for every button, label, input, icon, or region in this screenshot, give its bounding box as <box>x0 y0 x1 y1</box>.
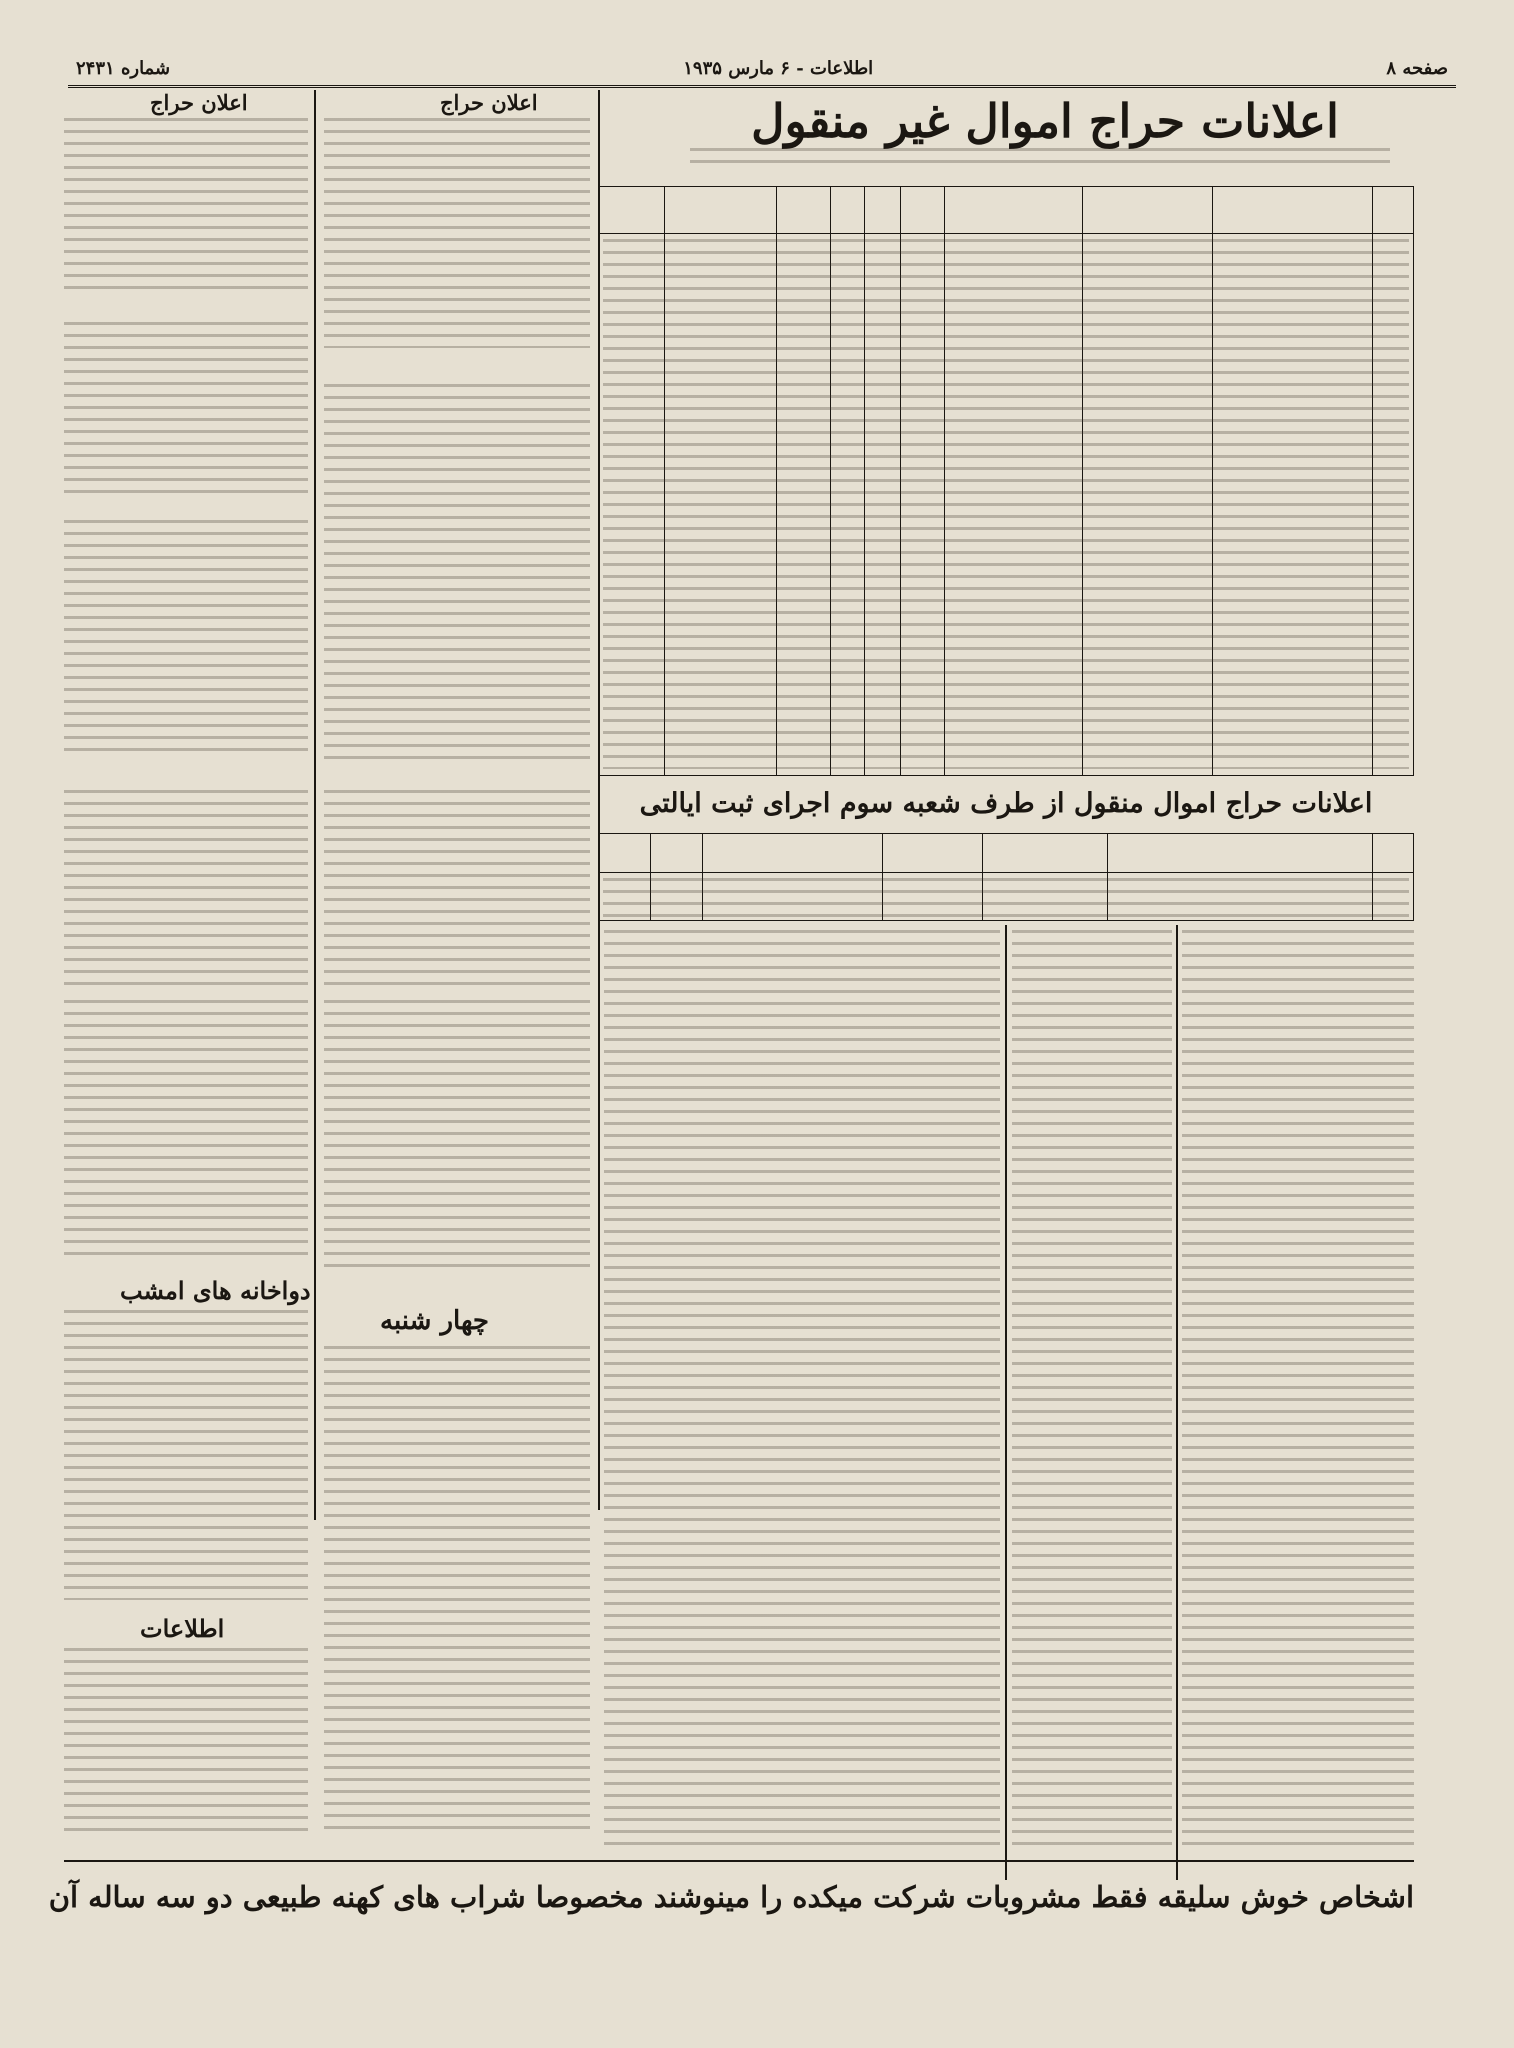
notice-title-a: اعلان حراج <box>440 90 538 115</box>
masthead-date: اطلاعات - ۶ مارس ۱۹۳۵ <box>683 58 874 79</box>
movable-auction-heading: اعلانات حراج اموال منقول از طرف شعبه سوم اجرای ثبت ایالتی <box>639 788 1373 819</box>
issue-number: شماره ۲۴۳۱ <box>76 58 171 79</box>
immovable-auction-heading: اعلانات حراج اموال غیر منقول <box>751 94 1339 148</box>
page-header <box>68 54 1456 88</box>
immovable-auction-subheading <box>690 148 1390 168</box>
immovable-auction-table <box>598 186 1414 776</box>
wednesday-heading: چهار شنبه <box>380 1306 490 1336</box>
pharmacy-heading: دواخانه های امشب <box>120 1276 311 1305</box>
page-number: صفحه ۸ <box>1386 58 1448 79</box>
notice-title-b: اعلان حراج <box>150 90 248 115</box>
ettelaat-heading: اطلاعات <box>140 1614 225 1643</box>
footer-banner: اشخاص خوش سلیقه فقط مشروبات شرکت میکده را مینوشند مخصوصا شراب های کهنه طبیعی دو سه ساله آن <box>48 1880 1414 1914</box>
movable-auction-table <box>598 833 1414 921</box>
